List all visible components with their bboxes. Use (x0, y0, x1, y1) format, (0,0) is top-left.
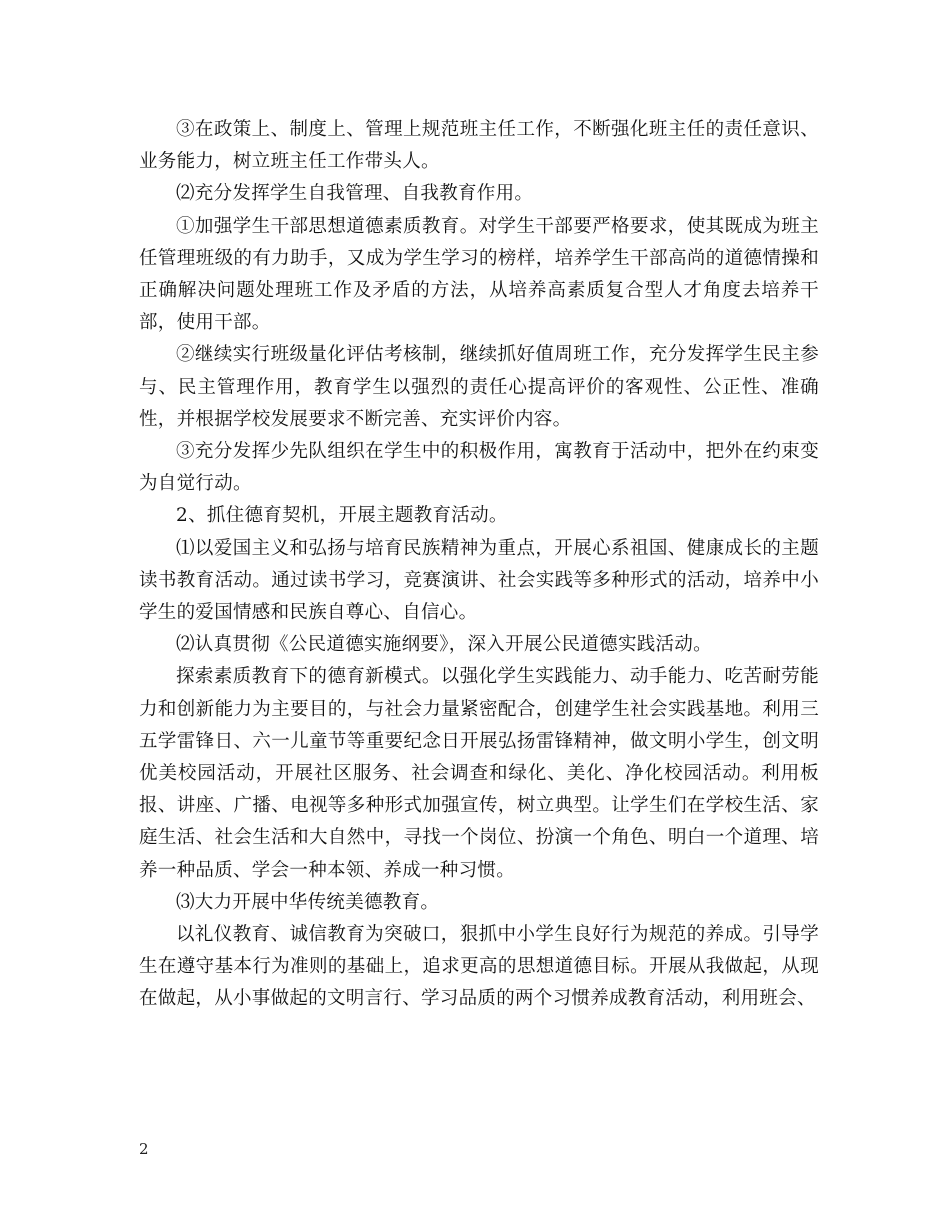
paragraph-4: ②继续实行班级量化评估考核制，继续抓好值周班工作，充分发挥学生民主参与、民主管理作用，教育学生以强烈的责任心提高评价的客观性、公正性、准确性，并根据学校发展要求不断完善、充实评价内容。 (139, 344, 819, 430)
paragraph-1: ③在政策上、制度上、管理上规范班主任工作，不断强化班主任的责任意识、业务能力，树立班主任工作带头人。 (139, 119, 819, 173)
paragraph-9: 探索素质教育下的德育新模式。以强化学生实践能力、动手能力、吃苦耐劳能力和创新能力为主要目的，与社会力量紧密配合，创建学生社会实践基地。利用三五学雷锋日、六一儿童节等重要纪念日开展弘扬雷锋精神，做文明小学生，创文明优美校园活动，开展社区服务、社会调查和绿化、美化、净化校园活动。利用板报、讲座、广播、电视等多种形式加强宣传，树立典型。让学生们在学校生活、家庭生活、社会生活和大自然中，寻找一个岗位、扮演一个角色、明白一个道理、培养一种品质、学会一种本领、养成一种习惯。 (139, 666, 819, 881)
paragraph-5: ③充分发挥少先队组织在学生中的积极作用，寓教育于活动中，把外在约束变为自觉行动。 (139, 441, 819, 495)
paragraph-7: ⑴以爱国主义和弘扬与培育民族精神为重点，开展心系祖国、健康成长的主题读书教育活动。通过读书学习，竞赛演讲、社会实践等多种形式的活动，培养中小学生的爱国情感和民族自尊心、自信心。 (139, 537, 819, 624)
document-body (139, 114, 819, 1016)
paragraph-3: ①加强学生干部思想道德素质教育。对学生干部要严格要求，使其既成为班主任管理班级的有力助手，又成为学生学习的榜样，培养学生干部高尚的道德情操和正确解决问题处理班工作及矛盾的方法，从培养高素质复合型人才角度去培养干部，使用干部。 (139, 215, 819, 334)
paragraph-8: ⑵认真贯彻《公民道德实施纲要》，深入开展公民道德实践活动。 (176, 634, 712, 656)
paragraph-11: 以礼仪教育、诚信教育为突破口，狠抓中小学生良好行为规范的养成。引导学生在遵守基本行为准则的基础上，追求更高的思想道德目标。开展从我做起，从现在做起，从小事做起的文明言行、学习品质的两个习惯养成教育活动，利用班会、 (139, 924, 819, 1010)
paragraph-10: ⑶大力开展中华传统美德教育。 (176, 891, 440, 913)
paragraph-2: ⑵充分发挥学生自我管理、自我教育作用。 (176, 183, 534, 205)
page-number: 2 (139, 1140, 149, 1158)
paragraph-6: 2、抓住德育契机，开展主题教育活动。 (176, 505, 508, 527)
